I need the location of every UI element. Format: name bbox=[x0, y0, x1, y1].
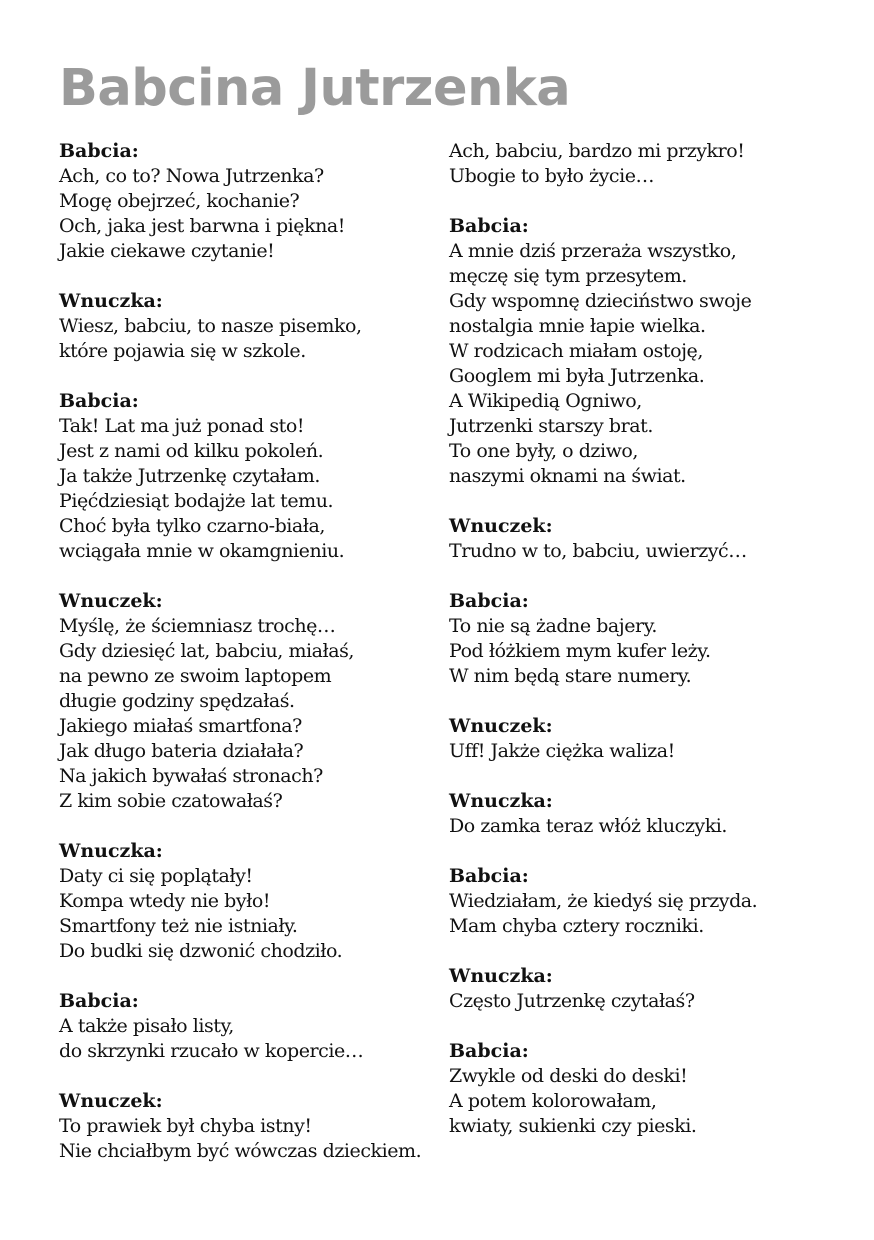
verse-line: A mnie dziś przeraża wszystko, bbox=[449, 240, 737, 262]
verse-line: Mam chyba cztery roczniki. bbox=[449, 915, 704, 937]
stanza bbox=[449, 964, 869, 1014]
speaker-label: Babcia: bbox=[449, 215, 529, 237]
speaker-label: Babcia: bbox=[59, 390, 139, 412]
speaker-label: Wnuczka: bbox=[59, 840, 163, 862]
verse-line: A potem kolorowałam, bbox=[449, 1090, 657, 1112]
verse-line: Ach, co to? Nowa Jutrzenka? bbox=[59, 165, 324, 187]
speaker-label: Wnuczek: bbox=[449, 715, 553, 737]
verse-line: Kompa wtedy nie było! bbox=[59, 890, 271, 912]
verse-line: A Wikipedią Ogniwo, bbox=[449, 390, 642, 412]
stanza bbox=[449, 864, 869, 939]
verse-line: długie godziny spędzałaś. bbox=[59, 690, 295, 712]
verse-line: męczę się tym przesytem. bbox=[449, 265, 687, 287]
verse-line: Jak długo bateria działała? bbox=[59, 740, 304, 762]
verse-line: do skrzynki rzucało w kopercie… bbox=[59, 1040, 364, 1062]
stanza bbox=[59, 1089, 459, 1164]
verse-line: nostalgia mnie łapie wielka. bbox=[449, 315, 706, 337]
left-column bbox=[59, 139, 459, 1189]
verse-line: Gdy dziesięć lat, babciu, miałaś, bbox=[59, 640, 355, 662]
verse-line: na pewno ze swoim laptopem bbox=[59, 665, 332, 687]
verse-line: Na jakich bywałaś stronach? bbox=[59, 765, 323, 787]
verse-line: To nie są żadne bajery. bbox=[449, 615, 658, 637]
stanza bbox=[59, 839, 459, 964]
verse-line: Uff! Jakże ciężka waliza! bbox=[449, 740, 675, 762]
speaker-label: Wnuczka: bbox=[449, 790, 553, 812]
verse-line: A także pisało listy, bbox=[59, 1015, 234, 1037]
verse-line: Ach, babciu, bardzo mi przykro! bbox=[449, 140, 745, 162]
right-column bbox=[449, 139, 869, 1164]
verse-line: Ja także Jutrzenkę czytałam. bbox=[59, 465, 320, 487]
speaker-label: Babcia: bbox=[59, 140, 139, 162]
verse-line: Pod łóżkiem mym kufer leży. bbox=[449, 640, 711, 662]
verse-line: Jakiego miałaś smartfona? bbox=[59, 715, 302, 737]
stanza bbox=[449, 714, 869, 764]
verse-line: Z kim sobie czatowałaś? bbox=[59, 790, 283, 812]
speaker-label: Wnuczek: bbox=[449, 515, 553, 537]
verse-line: kwiaty, sukienki czy pieski. bbox=[449, 1115, 697, 1137]
stanza bbox=[449, 214, 869, 489]
verse-line: Googlem mi była Jutrzenka. bbox=[449, 365, 705, 387]
verse-line: Gdy wspomnę dzieciństwo swoje bbox=[449, 290, 752, 312]
stanza bbox=[449, 789, 869, 839]
verse-line: Pięćdziesiąt bodajże lat temu. bbox=[59, 490, 334, 512]
stanza bbox=[59, 289, 459, 364]
verse-line: Tak! Lat ma już ponad sto! bbox=[59, 415, 305, 437]
verse-line: W nim będą stare numery. bbox=[449, 665, 692, 687]
stanza bbox=[449, 589, 869, 689]
verse-line: Ubogie to było życie… bbox=[449, 165, 655, 187]
verse-line: Trudno w to, babciu, uwierzyć… bbox=[449, 540, 747, 562]
speaker-label: Wnuczka: bbox=[449, 965, 553, 987]
verse-line: Często Jutrzenkę czytałaś? bbox=[449, 990, 695, 1012]
stanza bbox=[449, 139, 869, 189]
speaker-label: Babcia: bbox=[449, 1040, 529, 1062]
stanza bbox=[59, 589, 459, 814]
verse-line: Jakie ciekawe czytanie! bbox=[59, 240, 275, 262]
stanza bbox=[59, 389, 459, 564]
stanza bbox=[59, 989, 459, 1064]
verse-line: naszymi oknami na świat. bbox=[449, 465, 686, 487]
verse-line: które pojawia się w szkole. bbox=[59, 340, 306, 362]
verse-line: wciągała mnie w okamgnieniu. bbox=[59, 540, 345, 562]
verse-line: Nie chciałbym być wówczas dzieckiem. bbox=[59, 1140, 422, 1162]
speaker-label: Babcia: bbox=[449, 865, 529, 887]
verse-line: Zwykle od deski do deski! bbox=[449, 1065, 688, 1087]
speaker-label: Wnuczka: bbox=[59, 290, 163, 312]
verse-line: Mogę obejrzeć, kochanie? bbox=[59, 190, 300, 212]
verse-line: Wiesz, babciu, to nasze pisemko, bbox=[59, 315, 362, 337]
speaker-label: Wnuczek: bbox=[59, 1090, 163, 1112]
speaker-label: Babcia: bbox=[59, 990, 139, 1012]
verse-line: Daty ci się poplątały! bbox=[59, 865, 253, 887]
stanza bbox=[449, 514, 869, 564]
stanza bbox=[449, 1039, 869, 1139]
verse-line: Do budki się dzwonić chodziło. bbox=[59, 940, 343, 962]
verse-line: To prawiek był chyba istny! bbox=[59, 1115, 312, 1137]
verse-line: Jutrzenki starszy brat. bbox=[449, 415, 653, 437]
verse-line: Choć była tylko czarno-biała, bbox=[59, 515, 325, 537]
speaker-label: Babcia: bbox=[449, 590, 529, 612]
verse-line: Smartfony też nie istniały. bbox=[59, 915, 298, 937]
verse-line: Och, jaka jest barwna i piękna! bbox=[59, 215, 345, 237]
page-title: Babcina Jutrzenka bbox=[59, 59, 571, 118]
verse-line: To one były, o dziwo, bbox=[449, 440, 639, 462]
verse-line: Jest z nami od kilku pokoleń. bbox=[59, 440, 324, 462]
verse-line: W rodzicach miałam ostoję, bbox=[449, 340, 703, 362]
verse-line: Myślę, że ściemniasz trochę… bbox=[59, 615, 336, 637]
verse-line: Do zamka teraz włóż kluczyki. bbox=[449, 815, 727, 837]
stanza bbox=[59, 139, 459, 264]
verse-line: Wiedziałam, że kiedyś się przyda. bbox=[449, 890, 758, 912]
speaker-label: Wnuczek: bbox=[59, 590, 163, 612]
